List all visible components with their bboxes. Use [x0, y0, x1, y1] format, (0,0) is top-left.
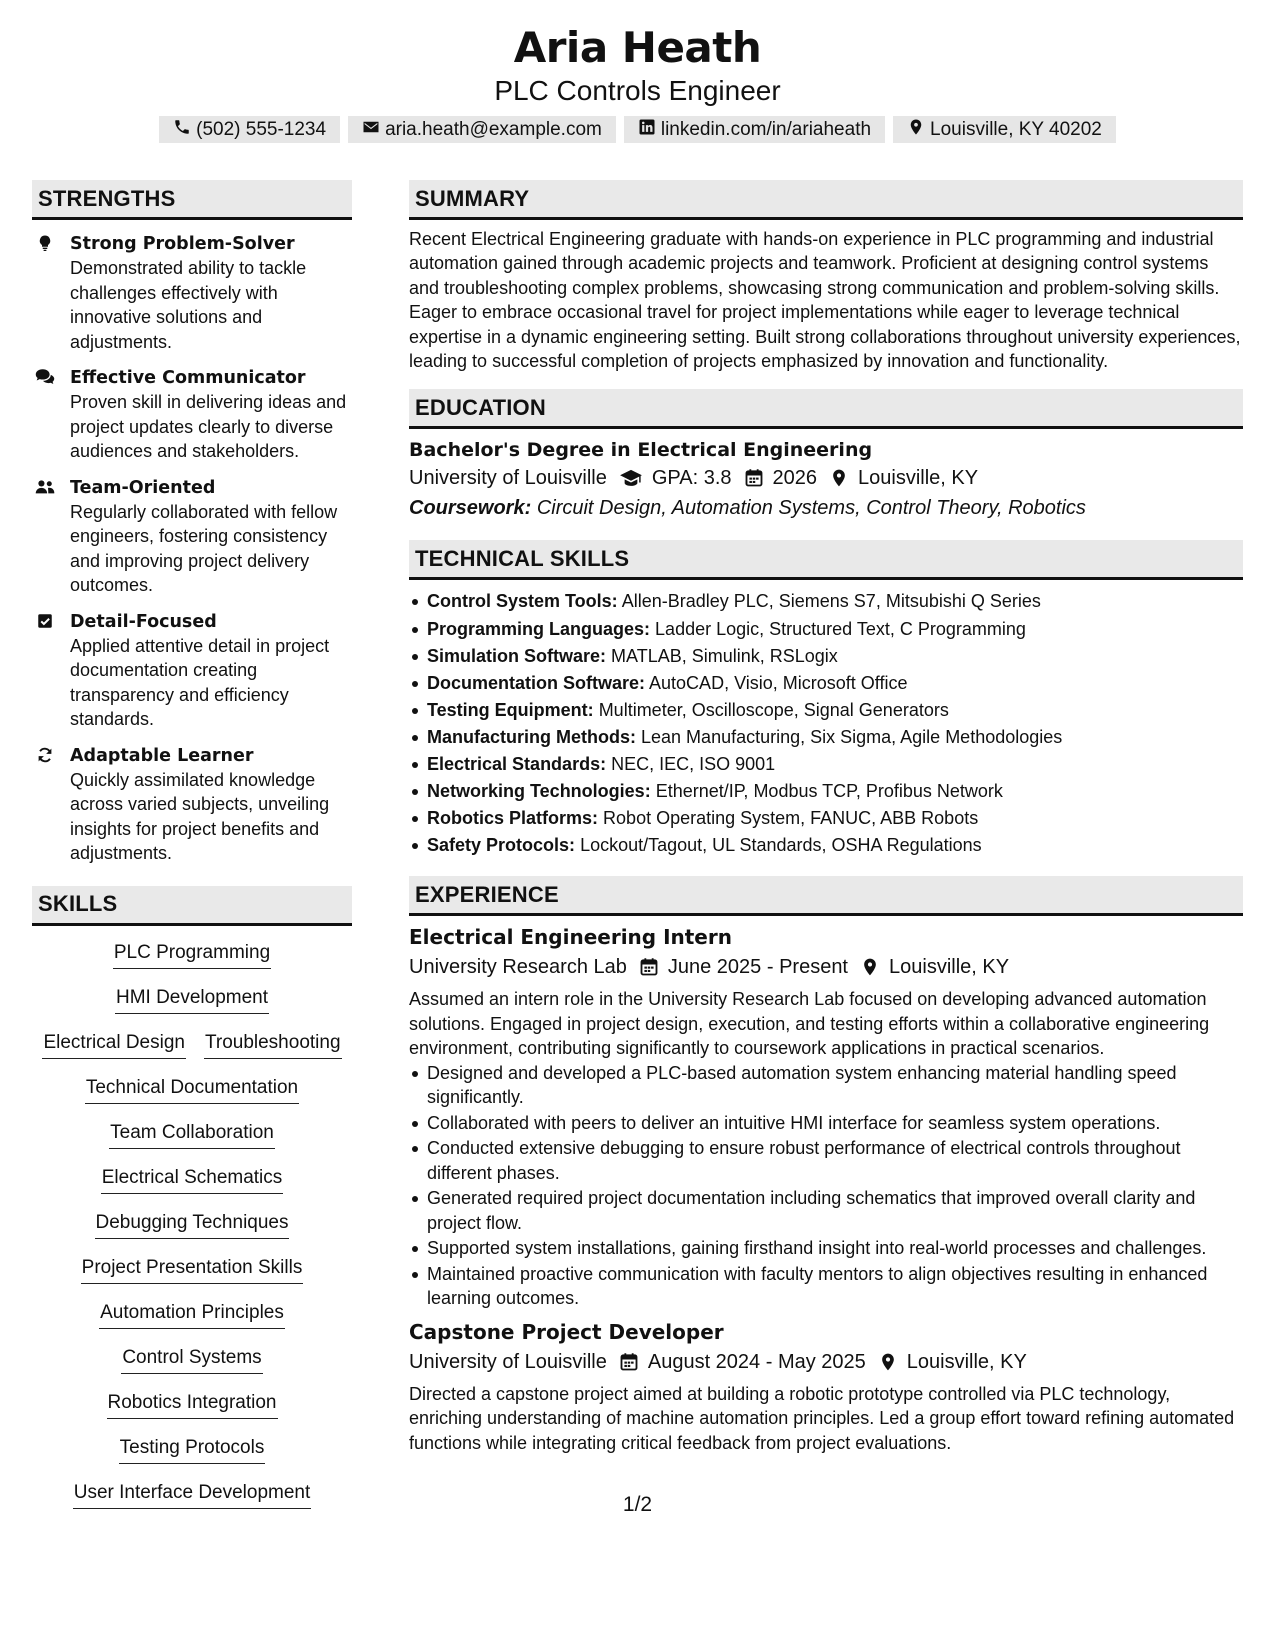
job-location: Louisville, KY: [889, 956, 1010, 979]
calendar-icon: [619, 1352, 639, 1372]
strength-desc: Applied attentive detail in project documentation creating transparency and efficiency standards.: [70, 635, 330, 729]
contact-bar: [0, 116, 1275, 143]
map-pin-icon: [860, 957, 880, 977]
strength-item: [32, 476, 352, 598]
strength-item: [32, 232, 352, 354]
experience-heading: EXPERIENCE: [409, 876, 1243, 916]
comments-icon: [32, 366, 58, 464]
coursework-label: Coursework:: [409, 497, 532, 520]
job-description: Directed a capstone project aimed at building a robotic prototype controlled via PLC technology, enriching understanding of machine automation principles. Led a group effort toward refining automated functions while integrating critical feedback from project evaluations.: [409, 1383, 1235, 1453]
tech-skill-value: Ladder Logic, Structured Text, C Programming: [655, 618, 1026, 639]
contact-phone-text: (502) 555-1234: [196, 118, 327, 140]
list-item: Maintained proactive communication with faculty mentors to align objectives resulting in enhanced learning outcomes.: [409, 1262, 1243, 1311]
strength-title: Team-Oriented: [70, 477, 216, 498]
graduation-cap-icon: [619, 468, 643, 488]
tech-skill-label: Testing Equipment:: [427, 699, 594, 720]
job-org: University of Louisville: [409, 1350, 607, 1373]
candidate-role: PLC Controls Engineer: [494, 75, 781, 106]
tech-skill-value: NEC, IEC, ISO 9001: [611, 754, 776, 774]
skills-list: [32, 940, 352, 1525]
list-item: [409, 751, 1243, 778]
tech-skill-label: Programming Languages:: [427, 618, 651, 639]
phone-icon: [173, 118, 191, 142]
list-item: [409, 643, 1243, 670]
tech-skill-value: AutoCAD, Visio, Microsoft Office: [649, 672, 908, 693]
job-dates: August 2024 - May 2025: [647, 1350, 866, 1373]
list-item: [409, 832, 1243, 859]
strength-item: [32, 610, 352, 732]
contact-linkedin-text: linkedin.com/in/ariaheath: [660, 118, 872, 140]
strength-title: Adaptable Learner: [70, 745, 254, 766]
education-coursework: [409, 493, 1243, 523]
tech-skill-value: Lockout/Tagout, UL Standards, OSHA Regulations: [580, 835, 982, 856]
left-column: [32, 180, 352, 1525]
tech-skill-label: Control System Tools:: [427, 591, 618, 612]
tech-skill-value: MATLAB, Simulink, RSLogix: [611, 645, 838, 666]
education-gpa: GPA: 3.8: [651, 467, 732, 490]
job-title: Capstone Project Developer: [409, 1319, 724, 1344]
contact-linkedin[interactable]: [624, 116, 885, 143]
strength-title: Detail-Focused: [70, 611, 217, 632]
tech-skill-value: Robot Operating System, FANUC, ABB Robots: [603, 808, 979, 829]
list-item: [409, 588, 1243, 615]
experience-entry: [409, 1317, 1243, 1456]
contact-location-text: Louisville, KY 40202: [930, 118, 1102, 140]
education-location: Louisville, KY: [858, 467, 979, 490]
strength-item: [32, 744, 352, 866]
envelope-icon: [362, 118, 380, 142]
job-org: University Research Lab: [409, 956, 627, 979]
tech-skill-label: Electrical Standards:: [427, 754, 607, 774]
job-bullets: [409, 1061, 1243, 1311]
skill-chip: Electrical Schematics: [101, 1165, 284, 1194]
strength-desc: Proven skill in delivering ideas and project updates clearly to diverse audiences and stakeholders.: [70, 392, 347, 461]
tech-skill-value: Multimeter, Oscilloscope, Signal Generators: [598, 699, 949, 720]
skill-chip: PLC Programming: [113, 940, 271, 969]
skill-chip: Troubleshooting: [204, 1030, 342, 1059]
list-item: Generated required project documentation including schematics that improved overall clarity and project flow.: [409, 1186, 1243, 1235]
sync-icon: [32, 744, 58, 866]
job-description: Assumed an intern role in the University Research Lab focused on developing advanced automation solutions. Engaged in project design, execution, and testing efforts within a collaborative engineering environment, contributing significantly to coursework applications in practical scenarios.: [409, 989, 1210, 1059]
list-item: Conducted extensive debugging to ensure robust performance of electrical controls throughout different phases.: [409, 1136, 1243, 1185]
tech-skill-value: Ethernet/IP, Modbus TCP, Profibus Network: [655, 781, 1003, 802]
education-degree: Bachelor's Degree in Electrical Engineering: [409, 439, 873, 462]
skill-chip: Robotics Integration: [107, 1390, 278, 1419]
tech-skill-label: Documentation Software:: [427, 672, 646, 693]
skill-chip: Control Systems: [121, 1345, 262, 1374]
contact-email[interactable]: [348, 116, 616, 143]
list-item: [409, 697, 1243, 724]
tech-skill-value: Lean Manufacturing, Six Sigma, Agile Methodologies: [641, 726, 1063, 747]
summary-text: Recent Electrical Engineering graduate with hands-on experience in PLC programming and industrial automation gained through academic projects and teamwork. Proficient at designing control systems and troubleshooting complex problems, showcasing strong communication and problem-solving skills. Eager to embrace occasional travel for project implementations while eager to leverage technical expertise in a dynamic engineering setting. Built strong collaborations throughout university experiences, leading to successful completion of projects emphasized by innovation and functionality.: [409, 229, 1241, 372]
checkbox-icon: [32, 610, 58, 732]
strength-desc: Regularly collaborated with fellow engineers, fostering consistency and improving project delivery outcomes.: [70, 501, 338, 595]
contact-email-text: aria.heath@example.com: [385, 118, 602, 140]
skill-chip: Debugging Techniques: [95, 1210, 290, 1239]
education-year: 2026: [772, 467, 818, 490]
calendar-icon: [744, 468, 764, 488]
page-number: 1/2: [622, 1493, 653, 1516]
list-item: Designed and developed a PLC-based automation system enhancing material handling speed significantly.: [409, 1061, 1243, 1110]
contact-phone[interactable]: [159, 116, 340, 143]
skill-chip: Automation Principles: [99, 1300, 285, 1329]
education-heading: EDUCATION: [409, 389, 1243, 429]
strength-desc: Demonstrated ability to tackle challenges effectively with innovative solutions and adjustments.: [70, 258, 307, 352]
map-pin-icon: [907, 118, 925, 142]
tech-skill-label: Networking Technologies:: [427, 781, 651, 802]
skill-chip: HMI Development: [115, 985, 269, 1014]
skill-chip: Project Presentation Skills: [81, 1255, 304, 1284]
list-item: [409, 616, 1243, 643]
technical-skills-heading: TECHNICAL SKILLS: [409, 540, 1243, 580]
job-dates: June 2025 - Present: [667, 956, 848, 979]
tech-skill-label: Robotics Platforms:: [427, 808, 599, 829]
strength-item: [32, 366, 352, 464]
skills-heading: SKILLS: [32, 886, 352, 926]
skill-chip: User Interface Development: [73, 1480, 312, 1509]
calendar-icon: [639, 957, 659, 977]
list-item: [409, 805, 1243, 832]
job-meta: [409, 1347, 1243, 1377]
strength-title: Strong Problem-Solver: [70, 234, 295, 254]
job-meta: [409, 952, 1243, 982]
list-item: Collaborated with peers to deliver an intuitive HMI interface for seamless system operations.: [409, 1111, 1243, 1136]
tech-skill-value: Allen-Bradley PLC, Siemens S7, Mitsubishi Q Series: [621, 591, 1041, 612]
map-pin-icon: [878, 1352, 898, 1372]
education-meta: [409, 463, 1243, 493]
candidate-name: Aria Heath: [513, 23, 762, 72]
skill-chip: Electrical Design: [42, 1030, 186, 1059]
coursework-list: Circuit Design, Automation Systems, Control Theory, Robotics: [536, 497, 1086, 520]
list-item: Supported system installations, gaining firsthand insight into real-world processes and challenges.: [409, 1236, 1243, 1261]
right-column: [409, 180, 1243, 1455]
summary-heading: SUMMARY: [409, 180, 1243, 220]
lightbulb-icon: [32, 232, 58, 354]
contact-location: [893, 116, 1116, 143]
strength-title: Effective Communicator: [70, 368, 306, 388]
linkedin-icon: [638, 118, 656, 142]
education-school: University of Louisville: [409, 467, 607, 490]
tech-skill-label: Simulation Software:: [427, 645, 607, 666]
experience-entry: [409, 922, 1243, 1311]
users-icon: [32, 476, 58, 598]
list-item: [409, 724, 1243, 751]
resume-header: [0, 22, 1275, 143]
list-item: [409, 670, 1243, 697]
map-pin-icon: [829, 468, 849, 488]
strength-desc: Quickly assimilated knowledge across varied subjects, unveiling insights for project benefits and adjustments.: [70, 769, 330, 863]
skill-chip: Team Collaboration: [109, 1120, 275, 1149]
skill-chip: Testing Protocols: [119, 1435, 266, 1464]
list-item: [409, 778, 1243, 805]
skill-chip: Technical Documentation: [85, 1075, 299, 1104]
technical-skills-list: [409, 588, 1243, 859]
tech-skill-label: Safety Protocols:: [427, 835, 576, 856]
strengths-heading: STRENGTHS: [32, 180, 352, 220]
tech-skill-label: Manufacturing Methods:: [427, 726, 636, 747]
job-title: Electrical Engineering Intern: [409, 925, 732, 950]
job-location: Louisville, KY: [906, 1350, 1027, 1373]
